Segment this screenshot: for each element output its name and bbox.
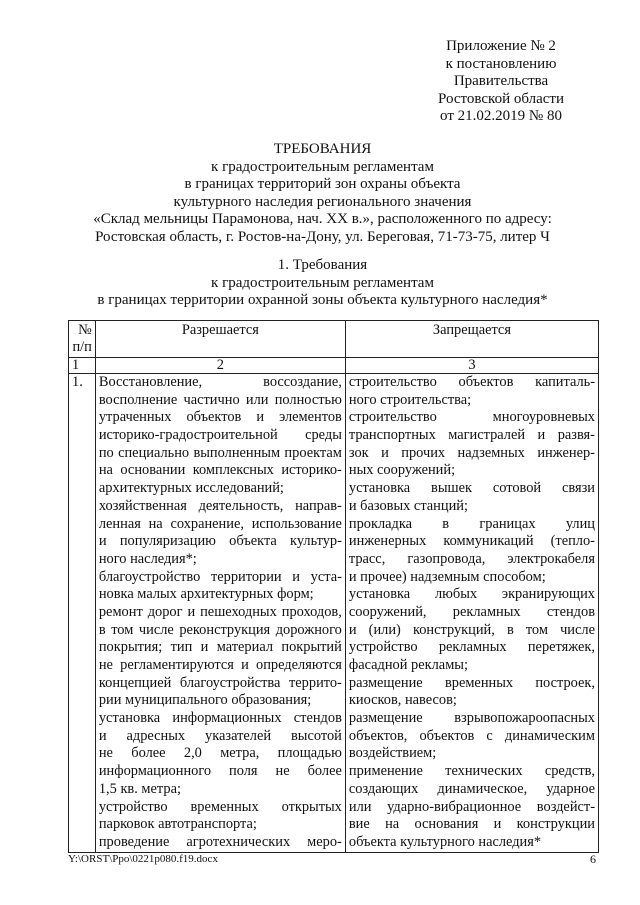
cell-line: благоустройство территории и уста- (98, 568, 342, 585)
section-heading (60, 257, 585, 310)
cell-line: ленная на сохранение, использование (98, 515, 342, 532)
appendix-line: Приложение № 2 (446, 38, 556, 54)
cell-line: устройство рекламных перетяжек, (348, 639, 595, 656)
cell-line: размещение временных построек, (348, 674, 595, 691)
cell-line: восполнение частично или полностью (98, 391, 342, 408)
cell-line: и популяризацию объекта культур- (98, 533, 342, 550)
column-number: 1 (69, 358, 96, 374)
title-line: культурного наследия регионального значения (173, 193, 472, 210)
requirements-table (68, 320, 599, 853)
cell-line: архитектурных исследований; (98, 480, 284, 497)
cell-line: фасадной рекламы; (348, 657, 468, 673)
appendix-line: к постановлению (445, 55, 557, 72)
cell-line: и адресных указателей высотой (98, 727, 342, 744)
cell-line: установка вышек сотовой связи (348, 480, 595, 497)
cell-line: в том числе реконструкция дорожного (98, 621, 342, 638)
cell-line: объекта культурного наследия* (348, 833, 542, 850)
cell-line: зок и прочих надземных инженер- (348, 444, 595, 461)
cell-line: информационного поля не более (98, 763, 342, 780)
section-line: 1. Требования (277, 257, 368, 273)
cell-line: установка любых экранирующих (348, 586, 595, 603)
appendix-line: Ростовской области (438, 90, 564, 107)
cell-line: и базовых станций; (348, 497, 468, 514)
cell-line: сооружений, рекламных стендов (348, 603, 595, 620)
cell-line: новка малых архитектурных форм; (98, 586, 314, 603)
column-number: 3 (345, 358, 598, 374)
title-line: «Склад мельницы Парамонова, нач. XX в.», расположенного по адресу: (93, 211, 552, 228)
appendix-line: от 21.02.2019 № 80 (440, 108, 562, 125)
cell-line: концепцией благоустройства террито- (98, 674, 342, 691)
header-num-line1: № (78, 322, 92, 338)
appendix-line: Правительства (453, 73, 549, 90)
cell-line: строительство объектов капиталь- (348, 374, 595, 390)
cell-line: парковок автотранспорта; (98, 816, 257, 833)
header-forbidden: Запрещается (345, 321, 598, 358)
title-line: к градостроительным регламентам (211, 158, 434, 175)
allowed-cell (95, 374, 345, 853)
title-line: в границах территорий зон охраны объекта (184, 176, 461, 193)
column-number-row (69, 358, 599, 374)
cell-line: ремонт дорог и пешеходных проходов, (98, 603, 342, 620)
cell-line: проведение агротехнических меро- (98, 833, 342, 850)
row-number-text: 1. (72, 374, 83, 390)
cell-line: и (или) конструкций, в том числе (348, 621, 595, 638)
section-line: к градостроительным регламентам (211, 274, 434, 291)
cell-line: создающих динамическое, ударное (348, 780, 595, 797)
header-num (69, 321, 96, 358)
section-line: в границах территории охранной зоны объекта культурного наследия* (97, 292, 548, 309)
title-line: Ростовская область, г. Ростов-на-Дону, ул. Береговая, 71-73-75, литер Ч (95, 228, 550, 245)
appendix-block (438, 38, 564, 126)
table-header-row (69, 321, 599, 358)
header-allowed: Разрешается (95, 321, 345, 358)
title-heading: ТРЕБОВАНИЯ (273, 141, 372, 157)
cell-line: применение технических средств, (348, 763, 595, 780)
cell-line: утраченных объектов и элементов (98, 409, 342, 426)
cell-line: рии муниципального образования; (98, 692, 312, 709)
cell-line: ного строительства; (348, 391, 472, 408)
document-title (60, 141, 585, 247)
cell-line: 1,5 кв. метра; (98, 780, 181, 797)
cell-line: установка информационных стендов (98, 710, 342, 727)
cell-line: ных сооружений; (348, 462, 456, 479)
forbidden-cell (345, 374, 598, 853)
cell-line: ного наследия*; (98, 550, 197, 567)
cell-line: воздействием; (348, 745, 437, 762)
cell-line: прокладка в границах улиц (348, 515, 595, 532)
cell-line: не регламентируются и определяются (98, 657, 342, 673)
cell-line: на основании комплексных историко- (98, 462, 342, 479)
footer-file-path: Y:\ORST\Ppo\0221p080.f19.docx (68, 853, 218, 865)
page-number: 6 (590, 852, 596, 866)
cell-line: не более 2,0 метра, площадью (98, 745, 342, 762)
row-number (69, 374, 96, 853)
cell-line: вие на основания и конструкции (348, 816, 595, 833)
cell-line: киосков, навесов; (348, 692, 457, 709)
cell-line: строительство многоуровневых (348, 409, 595, 426)
header-num-line2: п/п (72, 338, 92, 355)
cell-line: хозяйственная деятельность, направ- (98, 497, 342, 514)
cell-line: Восстановление, воссоздание, (98, 374, 342, 390)
cell-line: трасс, газопровода, электрокабеля (348, 550, 595, 567)
cell-line: и прочее) надземным способом; (348, 568, 546, 585)
cell-line: или ударно-вибрационное воздейст- (348, 798, 595, 815)
cell-line: транспортных магистралей и развя- (348, 427, 595, 444)
cell-line: инженерных коммуникаций (тепло- (348, 533, 595, 550)
cell-line: устройство временных открытых (98, 798, 342, 815)
cell-line: историко-градостроительной среды (98, 427, 342, 444)
cell-line: по специально выполненным проектам (98, 444, 342, 461)
cell-line: покрытия; тип и материал покрытий (98, 639, 342, 656)
cell-line: объектов, объектов с динамическим (348, 727, 595, 744)
cell-line: размещение взрывопожароопасных (348, 710, 595, 727)
column-number: 2 (95, 358, 345, 374)
table-row (69, 374, 599, 853)
